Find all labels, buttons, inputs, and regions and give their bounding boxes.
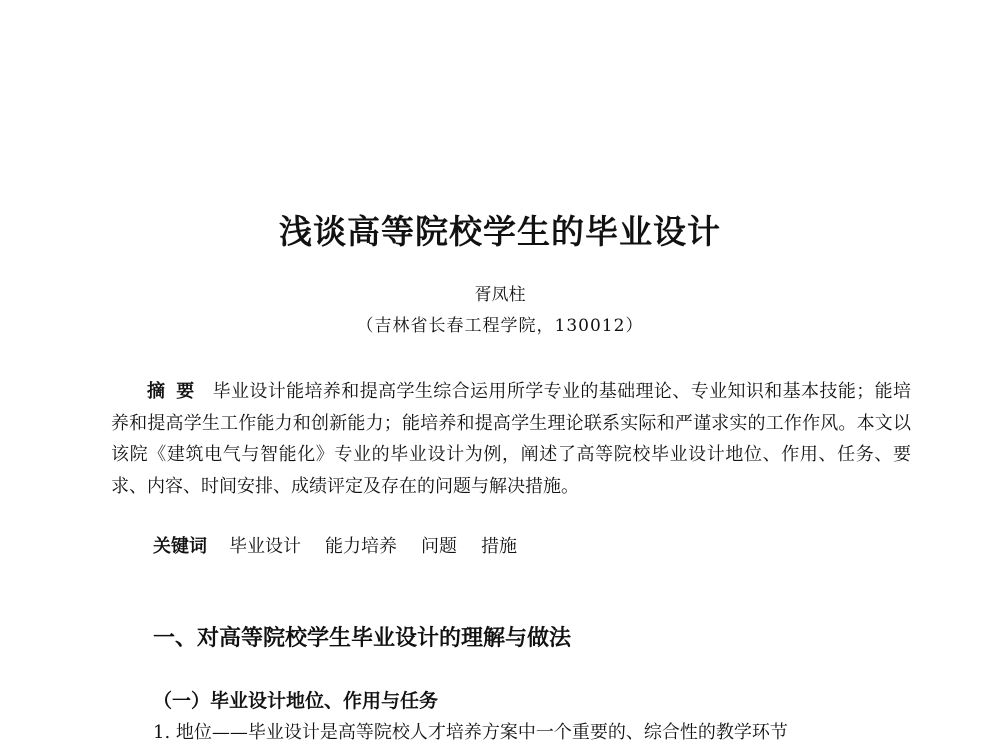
keyword-item: 措施 — [481, 536, 517, 557]
abstract-label: 摘要 — [147, 381, 206, 402]
body-text-line: 1. 地位——毕业设计是高等院校人才培养方案中一个重要的、综合性的教学环节 — [153, 722, 788, 743]
keywords-line — [153, 532, 541, 558]
abstract-paragraph — [111, 376, 911, 502]
abstract-text: 毕业设计能培养和提高学生综合运用所学专业的基础理论、专业知识和基本技能；能培养和提高学生工作能力和创新能力；能培养和提高学生理论联系实际和严谨求实的工作作风。本文以该院《建筑电气与智能化》专业的毕业设计为例，阐述了高等院校毕业设计地位、作用、任务、要求、内容、时间安排、成绩评定及存在的问题与解决措施。 — [111, 381, 911, 497]
paper-title: 浅谈高等院校学生的毕业设计 — [279, 212, 721, 251]
author-affiliation: （吉林省长春工程学院，130012） — [356, 316, 644, 336]
author-name: 胥凤柱 — [474, 285, 526, 305]
subsection-heading: （一）毕业设计地位、作用与任务 — [153, 690, 439, 712]
section-heading: 一、对高等院校学生毕业设计的理解与做法 — [153, 626, 572, 651]
keyword-item: 能力培养 — [325, 536, 397, 557]
keywords-label: 关键词 — [153, 536, 207, 557]
keyword-item: 毕业设计 — [229, 536, 301, 557]
keyword-item: 问题 — [421, 536, 457, 557]
